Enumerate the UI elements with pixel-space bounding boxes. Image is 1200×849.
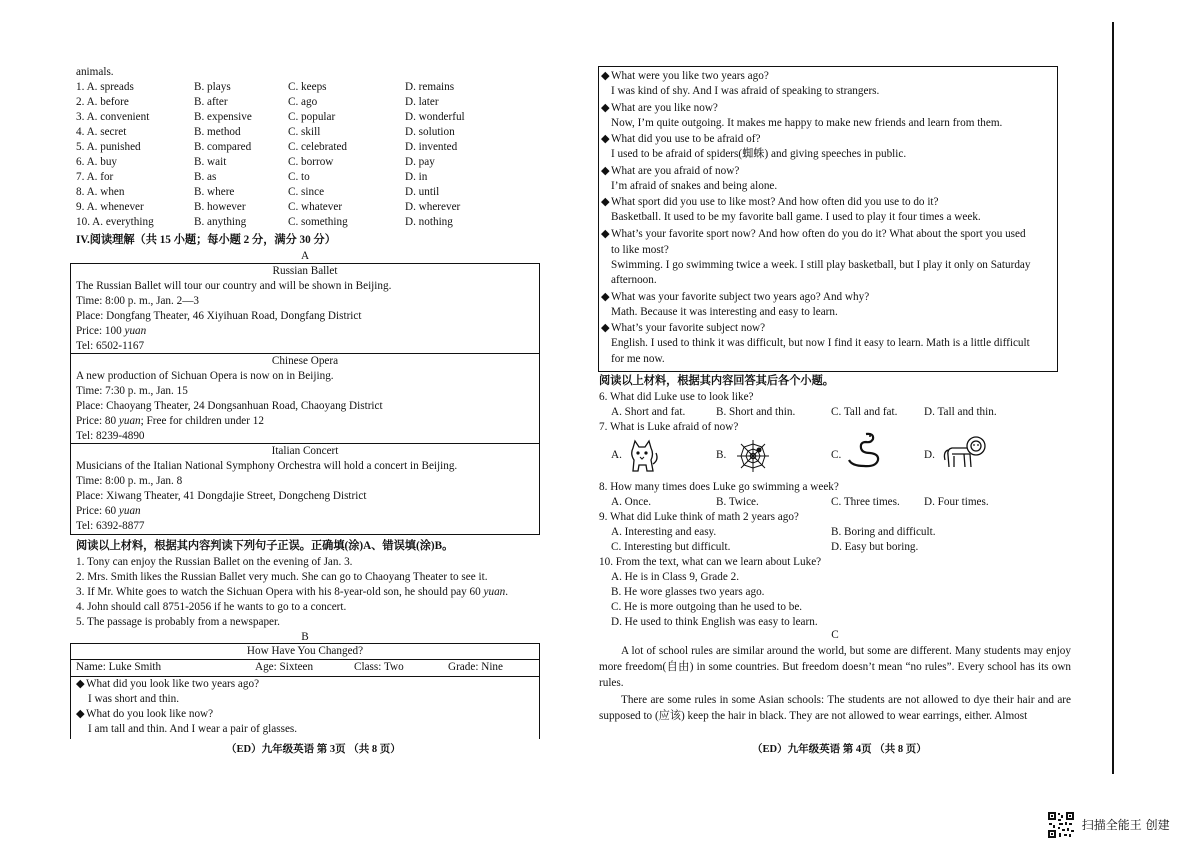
diamond-bullet-icon: ◆	[601, 70, 610, 82]
q7-c[interactable]	[831, 430, 884, 470]
qr-code-icon	[1047, 811, 1075, 839]
question-text: What did you use to be afraid of?	[611, 133, 761, 145]
passage-b-label: B	[301, 631, 309, 643]
event-line: Time: 8:00 p. m., Jan. 8	[76, 475, 183, 487]
cloze-option-b[interactable]: B. where	[194, 186, 235, 198]
question-continuation: to like most?	[611, 243, 669, 256]
q9-d[interactable]: D. Easy but boring.	[831, 541, 919, 553]
event-line: Time: 8:00 p. m., Jan. 2—3	[76, 295, 199, 307]
event-line: A new production of Sichuan Opera is now on in Beijing.	[76, 370, 334, 382]
q6-d[interactable]: D. Tall and thin.	[924, 406, 997, 418]
event-line: The Russian Ballet will tour our country and will be shown in Beijing.	[76, 280, 392, 292]
cloze-option-d[interactable]: D. wherever	[405, 201, 461, 213]
q9-a[interactable]: A. Interesting and easy.	[611, 526, 717, 538]
cloze-option-b[interactable]: B. however	[194, 201, 246, 213]
cat-icon	[625, 438, 661, 474]
passage-c-para2: There are some rules in some Asian schools: The students are not allowed to dye their hair and are supposed to (应该) keep the hair in black. They are not allowed to wear earrings, either. Almost	[599, 694, 1071, 722]
first-line: animals.	[76, 66, 114, 78]
question-text: What sport did you use to like most? And how often did you use to do it?	[611, 196, 939, 208]
profile-answer: Math. Because it was interesting and easy to learn.	[611, 305, 838, 318]
question-text: What’s your favorite subject now?	[611, 322, 766, 334]
diamond-bullet-icon: ◆	[601, 227, 610, 240]
q10-c[interactable]: C. He is more outgoing than he used to be.	[611, 601, 803, 613]
cloze-option-b[interactable]: B. after	[194, 96, 228, 108]
profile-box-continued	[598, 66, 1058, 372]
q8-b[interactable]: B. Twice.	[716, 496, 759, 508]
profile-age: Age: Sixteen	[255, 661, 314, 673]
cloze-option-b[interactable]: B. anything	[194, 216, 247, 228]
q10-a[interactable]: A. He is in Class 9, Grade 2.	[611, 571, 740, 583]
question-text: What were you like two years ago?	[611, 70, 769, 82]
profile-name: Name: Luke Smith	[76, 661, 162, 673]
passage-c-para1: A lot of school rules are similar around the world, but some are different. Many students may enjoy more freedom(自由) in some countries. But freedom doesn’t mean “no rules”. Every school has its own rules.	[599, 645, 1071, 689]
cloze-option-c[interactable]: C. keeps	[288, 81, 327, 93]
event-title: Chinese Opera	[271, 355, 339, 367]
profile-question	[599, 226, 1057, 242]
question-text: What are you like now?	[611, 101, 718, 114]
profile-question	[599, 194, 1057, 210]
cloze-option-c[interactable]: C. whatever	[288, 201, 343, 213]
profile-class: Class: Two	[354, 661, 404, 673]
q7-b[interactable]	[716, 438, 771, 474]
tf-item: 5. The passage is probably from a newspaper.	[76, 616, 280, 628]
section-heading: IV.阅读理解（共 15 小题；每小题 2 分，满分 30 分）	[76, 234, 336, 246]
cloze-option-b[interactable]: B. method	[194, 126, 241, 138]
cloze-option-b[interactable]: B. plays	[194, 81, 231, 93]
cloze-option-a[interactable]: 6. A. buy	[76, 156, 118, 168]
profile-answer: Now, I’m quite outgoing. It makes me happy to make new friends and learn from them.	[611, 116, 1003, 129]
event-line: Place: Dongfang Theater, 46 Xiyihuan Road, Dongfang District	[76, 310, 362, 322]
cloze-option-d[interactable]: D. wonderful	[405, 111, 465, 123]
diamond-bullet-icon: ◆	[76, 678, 85, 690]
event-line: Tel: 6392-8877	[76, 520, 145, 532]
cloze-option-d[interactable]: D. pay	[405, 156, 435, 168]
cloze-option-c[interactable]: C. ago	[288, 96, 318, 108]
diamond-bullet-icon: ◆	[601, 322, 610, 334]
question-text: What’s your favorite sport now? And how often do you do it? What about the sport you used	[611, 227, 1026, 240]
left-footer: （ED）九年级英语 第 3页 （共 8 页）	[226, 744, 401, 755]
event-title: Italian Concert	[271, 445, 339, 457]
cloze-option-d[interactable]: D. nothing	[405, 216, 453, 228]
event-line: Price: 80 yuan; Free for children under 12	[76, 415, 264, 427]
profile-answer: I used to be afraid of spiders(蜘蛛) and giving speeches in public.	[611, 148, 907, 160]
q7-d-label: D.	[924, 449, 935, 461]
profile-answer: I was short and thin.	[88, 693, 180, 705]
cloze-option-a[interactable]: 9. A. whenever	[76, 201, 144, 213]
cloze-option-c[interactable]: C. celebrated	[288, 141, 348, 153]
mc-instruction: 阅读以上材料，根据其内容回答其后各个小题。	[599, 375, 834, 387]
q7-b-label: B.	[716, 449, 727, 461]
question-text: What are you afraid of now?	[611, 164, 740, 177]
profile-title: How Have You Changed?	[71, 644, 539, 660]
cloze-option-c[interactable]: C. skill	[288, 126, 321, 138]
profile-answer: Swimming. I go swimming twice a week. I still play basketball, but I play it only on Saturday	[611, 258, 1031, 271]
binding-line	[1112, 22, 1114, 774]
q10-b[interactable]: B. He wore glasses two years ago.	[611, 586, 765, 598]
tf-item: 1. Tony can enjoy the Russian Ballet on the evening of Jan. 3.	[76, 556, 353, 568]
profile-answer: for me now.	[611, 352, 665, 365]
event-line: Place: Chaoyang Theater, 24 Dongsanhuan Road, Chaoyang District	[76, 400, 383, 412]
scanner-watermark	[1047, 811, 1170, 839]
q9-c[interactable]: C. Interesting but difficult.	[611, 541, 731, 553]
tf-item: 2. Mrs. Smith likes the Russian Ballet very much. She can go to Chaoyang Theater to see it.	[76, 571, 488, 583]
cloze-option-c[interactable]: C. since	[288, 186, 325, 198]
cloze-option-a[interactable]: 7. A. for	[76, 171, 114, 183]
q9-b[interactable]: B. Boring and difficult.	[831, 526, 936, 538]
spider-web-icon	[735, 438, 771, 474]
question-text: What was your favorite subject two years ago? And why?	[611, 290, 870, 303]
q7-c-label: C.	[831, 449, 842, 461]
profile-question	[599, 289, 1057, 305]
event-line: Price: 60 yuan	[76, 505, 141, 517]
cloze-option-a[interactable]: 2. A. before	[76, 96, 129, 108]
passage-c-label: C	[831, 629, 839, 641]
event-line: Place: Xiwang Theater, 41 Dongdajie Street, Dongcheng District	[76, 490, 367, 502]
profile-grade: Grade: Nine	[448, 661, 503, 673]
question-text: What did you look like two years ago?	[86, 678, 260, 690]
question-text: What do you look like now?	[86, 708, 214, 720]
cloze-option-c[interactable]: C. something	[288, 216, 348, 228]
profile-question	[599, 163, 1057, 179]
cloze-option-d[interactable]: D. remains	[405, 81, 455, 93]
diamond-bullet-icon: ◆	[76, 708, 85, 720]
cloze-option-d[interactable]: D. later	[405, 96, 439, 108]
q6-b[interactable]: B. Short and thin.	[716, 406, 796, 418]
profile-answer: I’m afraid of snakes and being alone.	[611, 179, 778, 192]
cloze-option-d[interactable]: D. solution	[405, 126, 455, 138]
q8-stem: 8. How many times does Luke go swimming a week?	[599, 481, 839, 493]
q6-a[interactable]: A. Short and fat.	[611, 406, 686, 418]
q8-c[interactable]: C. Three times.	[831, 496, 900, 508]
cloze-option-c[interactable]: C. popular	[288, 111, 336, 123]
cloze-option-c[interactable]: C. borrow	[288, 156, 334, 168]
event-line: Musicians of the Italian National Symphony Orchestra will hold a concert in Beijing.	[76, 460, 458, 472]
diamond-bullet-icon: ◆	[601, 290, 610, 303]
event-title: Russian Ballet	[272, 265, 338, 277]
cloze-option-a[interactable]: 4. A. secret	[76, 126, 127, 138]
cloze-option-a[interactable]: 3. A. convenient	[76, 111, 150, 123]
lion-icon	[942, 434, 990, 470]
cloze-option-a[interactable]: 1. A. spreads	[76, 81, 134, 93]
cloze-option-a[interactable]: 10. A. everything	[76, 216, 154, 228]
cloze-option-b[interactable]: B. wait	[194, 156, 227, 168]
event-line: Price: 100 yuan	[76, 325, 147, 337]
profile-question	[599, 131, 1057, 147]
profile-question	[599, 68, 1057, 84]
profile-question	[599, 320, 1057, 336]
tf-item: 3. If Mr. White goes to watch the Sichuan Opera with his 8-year-old son, he should pay 60 yuan.	[76, 586, 509, 598]
cloze-option-b[interactable]: B. expensive	[194, 111, 252, 123]
passage-a-label: A	[300, 250, 310, 262]
cloze-option-a[interactable]: 8. A. when	[76, 186, 125, 198]
event-line: Time: 7:30 p. m., Jan. 15	[76, 385, 188, 397]
q7-stem: 7. What is Luke afraid of now?	[599, 421, 739, 433]
q10-d[interactable]: D. He used to think English was easy to learn.	[611, 616, 818, 628]
cloze-option-c[interactable]: C. to	[288, 171, 310, 183]
profile-answer: afternoon.	[611, 274, 657, 286]
diamond-bullet-icon: ◆	[601, 101, 610, 114]
q7-a-label: A.	[611, 449, 622, 461]
q8-d[interactable]: D. Four times.	[924, 496, 989, 508]
q7-d[interactable]	[924, 434, 990, 470]
event-line: Tel: 8239-4890	[76, 430, 145, 442]
diamond-bullet-icon: ◆	[601, 164, 610, 177]
profile-answer: English. I used to think it was difficult, but now I find it easy to learn. Math is a little difficult	[611, 337, 1030, 349]
watermark-text: 扫描全能王 创建	[1081, 817, 1170, 832]
q9-stem: 9. What did Luke think of math 2 years ago?	[599, 511, 799, 523]
right-footer: （ED）九年级英语 第 4页 （共 8 页）	[752, 744, 927, 755]
q10-stem: 10. From the text, what can we learn about Luke?	[599, 556, 822, 568]
q6-stem: 6. What did Luke use to look like?	[599, 391, 754, 403]
event-line: Tel: 6502-1167	[76, 340, 145, 352]
tf-item: 4. John should call 8751-2056 if he wants to go to a concert.	[76, 601, 347, 613]
profile-question	[599, 100, 1057, 116]
diamond-bullet-icon: ◆	[601, 133, 610, 145]
q8-a[interactable]: A. Once.	[611, 496, 652, 508]
cloze-option-b[interactable]: B. as	[194, 171, 217, 183]
cloze-option-b[interactable]: B. compared	[194, 141, 252, 153]
diamond-bullet-icon: ◆	[601, 196, 610, 208]
cloze-option-d[interactable]: D. in	[405, 171, 428, 183]
cloze-option-a[interactable]: 5. A. punished	[76, 141, 141, 153]
q6-c[interactable]: C. Tall and fat.	[831, 406, 898, 418]
profile-answer: Basketball. It used to be my favorite ball game. I used to play it four times a week.	[611, 211, 981, 223]
profile-answer: I am tall and thin. And I wear a pair of glasses.	[88, 723, 298, 735]
q7-a[interactable]	[611, 438, 661, 474]
tf-instruction: 阅读以上材料，根据其内容判读下列句子正误。正确填(涂)A、错误填(涂)B。	[76, 540, 454, 552]
profile-answer: I was kind of shy. And I was afraid of speaking to strangers.	[611, 85, 880, 97]
cloze-option-d[interactable]: D. invented	[405, 141, 458, 153]
cloze-option-d[interactable]: D. until	[405, 186, 440, 198]
snake-icon	[844, 430, 884, 470]
